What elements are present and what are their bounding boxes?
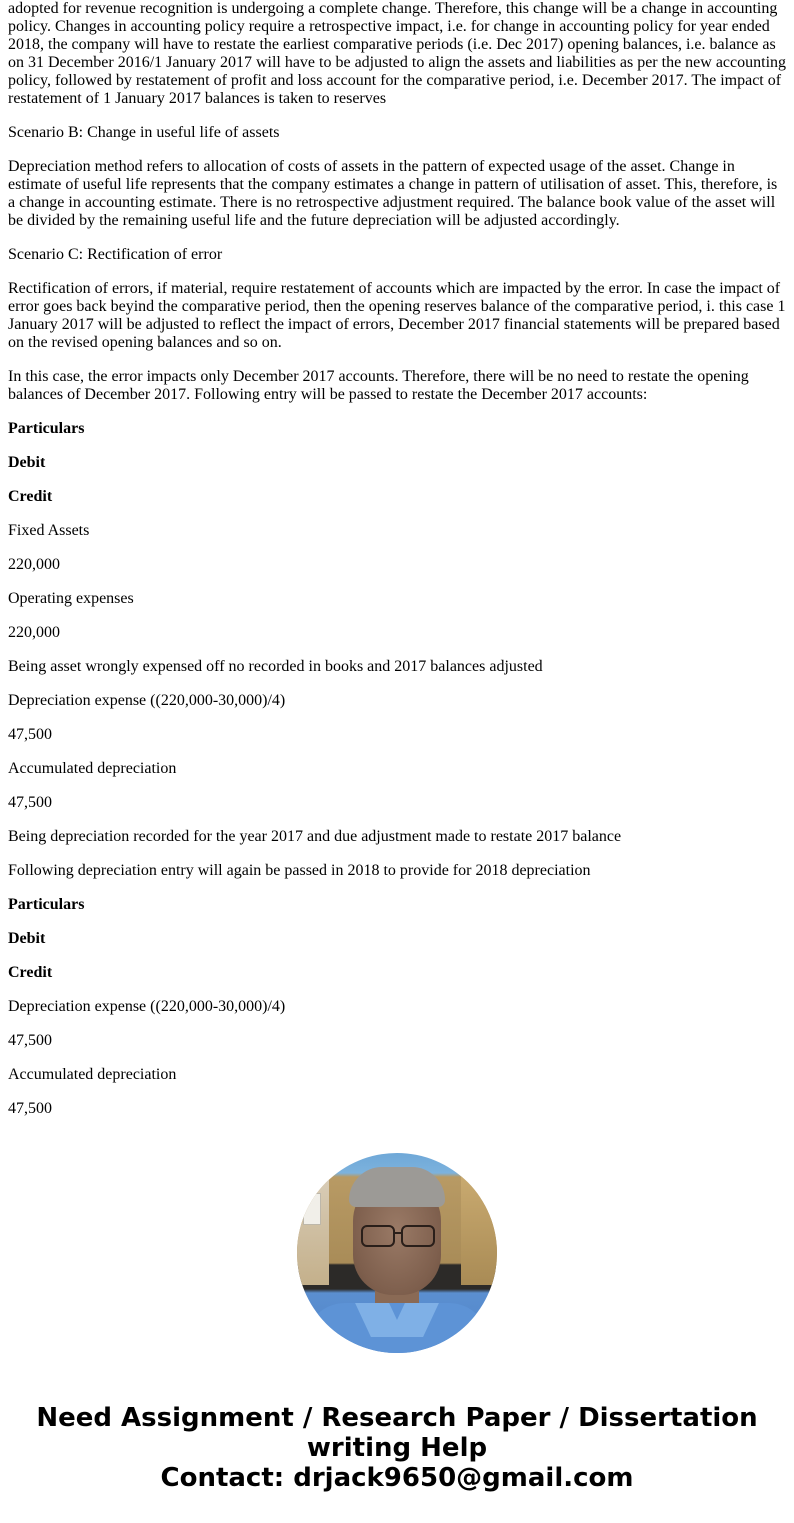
journal-1-line: Depreciation expense ((220,000-30,000)/4) xyxy=(8,692,286,709)
author-avatar-wrap xyxy=(297,1153,497,1353)
scenario-b-body: Depreciation method refers to allocation of costs of assets in the pattern of expected usage of the asset. Change in estimate of useful life represents that the company estimates a change in pattern of utilisation of asset. This, therefore, is a change in accounting estimate. There is no retrospective adjustment required. The balance book value of the asset will be divided by the remaining useful life and the future depreciation will be adjusted accordingly. xyxy=(8,158,778,229)
scenario-c-lead-in: In this case, the error impacts only December 2017 accounts. Therefore, there will be no need to restate the opening balances of December 2017. Following entry will be passed to restate the December 2017 accounts: xyxy=(8,368,749,403)
journal-2-header-credit: Credit xyxy=(8,964,53,981)
journal-2-header-particulars: Particulars xyxy=(8,896,85,913)
author-avatar xyxy=(297,1153,497,1353)
promo-line-2: writing Help xyxy=(306,1433,488,1463)
wall-switch xyxy=(303,1193,321,1225)
document-body xyxy=(8,0,786,1134)
journal-1-note: Following depreciation entry will again be passed in 2018 to provide for 2018 depreciation xyxy=(8,862,591,879)
scenario-b-heading: Scenario B: Change in useful life of assets xyxy=(8,124,280,141)
intro-paragraph xyxy=(8,0,786,108)
journal-1-narration: Being depreciation recorded for the year 2017 and due adjustment made to restate 2017 balance xyxy=(8,828,622,845)
journal-1-narration: Being asset wrongly expensed off no recorded in books and 2017 balances adjusted xyxy=(8,658,543,675)
journal-1-line: Operating expenses xyxy=(8,590,134,607)
journal-2-line: 47,500 xyxy=(8,1032,52,1049)
scenario-c-heading: Scenario C: Rectification of error xyxy=(8,246,223,263)
promo-banner xyxy=(0,1403,794,1493)
journal-2-line: 47,500 xyxy=(8,1100,52,1117)
journal-1-header-credit: Credit xyxy=(8,488,53,505)
journal-1-line: 220,000 xyxy=(8,556,60,573)
journal-1-line: 47,500 xyxy=(8,794,52,811)
journal-2-line: Depreciation expense ((220,000-30,000)/4) xyxy=(8,998,286,1015)
scenario-c-body: Rectification of errors, if material, require restatement of accounts which are impacted by the error. In case the impact of error goes back beyind the comparative period, then the opening reserves balance of the comparative period, i. this case 1 January 2017 will be adjusted to reflect the impact of errors, December 2017 financial statements will be prepared based on the revised opening balances and so on. xyxy=(8,280,786,351)
journal-1-line: 47,500 xyxy=(8,726,52,743)
journal-1-header-debit: Debit xyxy=(8,454,46,471)
wall-panel-right xyxy=(461,1175,497,1285)
glasses-bridge xyxy=(393,1232,401,1234)
promo-contact[interactable]: Contact: drjack9650@gmail.com xyxy=(160,1463,634,1493)
avatar-hair xyxy=(349,1167,445,1207)
intro-paragraph-text: adopted for revenue recognition is undergoing a complete change. Therefore, this change will be a change in accounting policy. Changes in accounting policy require a retrospective impact, i.e. for change in accounting policy for year ended 2018, the company will have to restate the earliest comparative periods (i.e. Dec 2017) opening balances, i.e. balance as on 31 December 2016/1 January 2017 will have to be adjusted to align the assets and liabilities as per the new accounting policy, followed by restatement of profit and loss account for the comparative period, i.e. December 2017. The impact of restatement of 1 January 2017 balances is taken to reserves xyxy=(8,0,787,107)
journal-2-line: Accumulated depreciation xyxy=(8,1066,177,1083)
wall-panel-left xyxy=(297,1175,329,1285)
journal-1-line: Fixed Assets xyxy=(8,522,90,539)
glasses-icon xyxy=(361,1225,395,1247)
glasses-icon xyxy=(401,1225,435,1247)
journal-2-header-debit: Debit xyxy=(8,930,46,947)
journal-1-line: 220,000 xyxy=(8,624,60,641)
journal-1-line: Accumulated depreciation xyxy=(8,760,177,777)
promo-line-1: Need Assignment / Research Paper / Dissertation xyxy=(36,1403,758,1433)
journal-1-header-particulars: Particulars xyxy=(8,420,85,437)
